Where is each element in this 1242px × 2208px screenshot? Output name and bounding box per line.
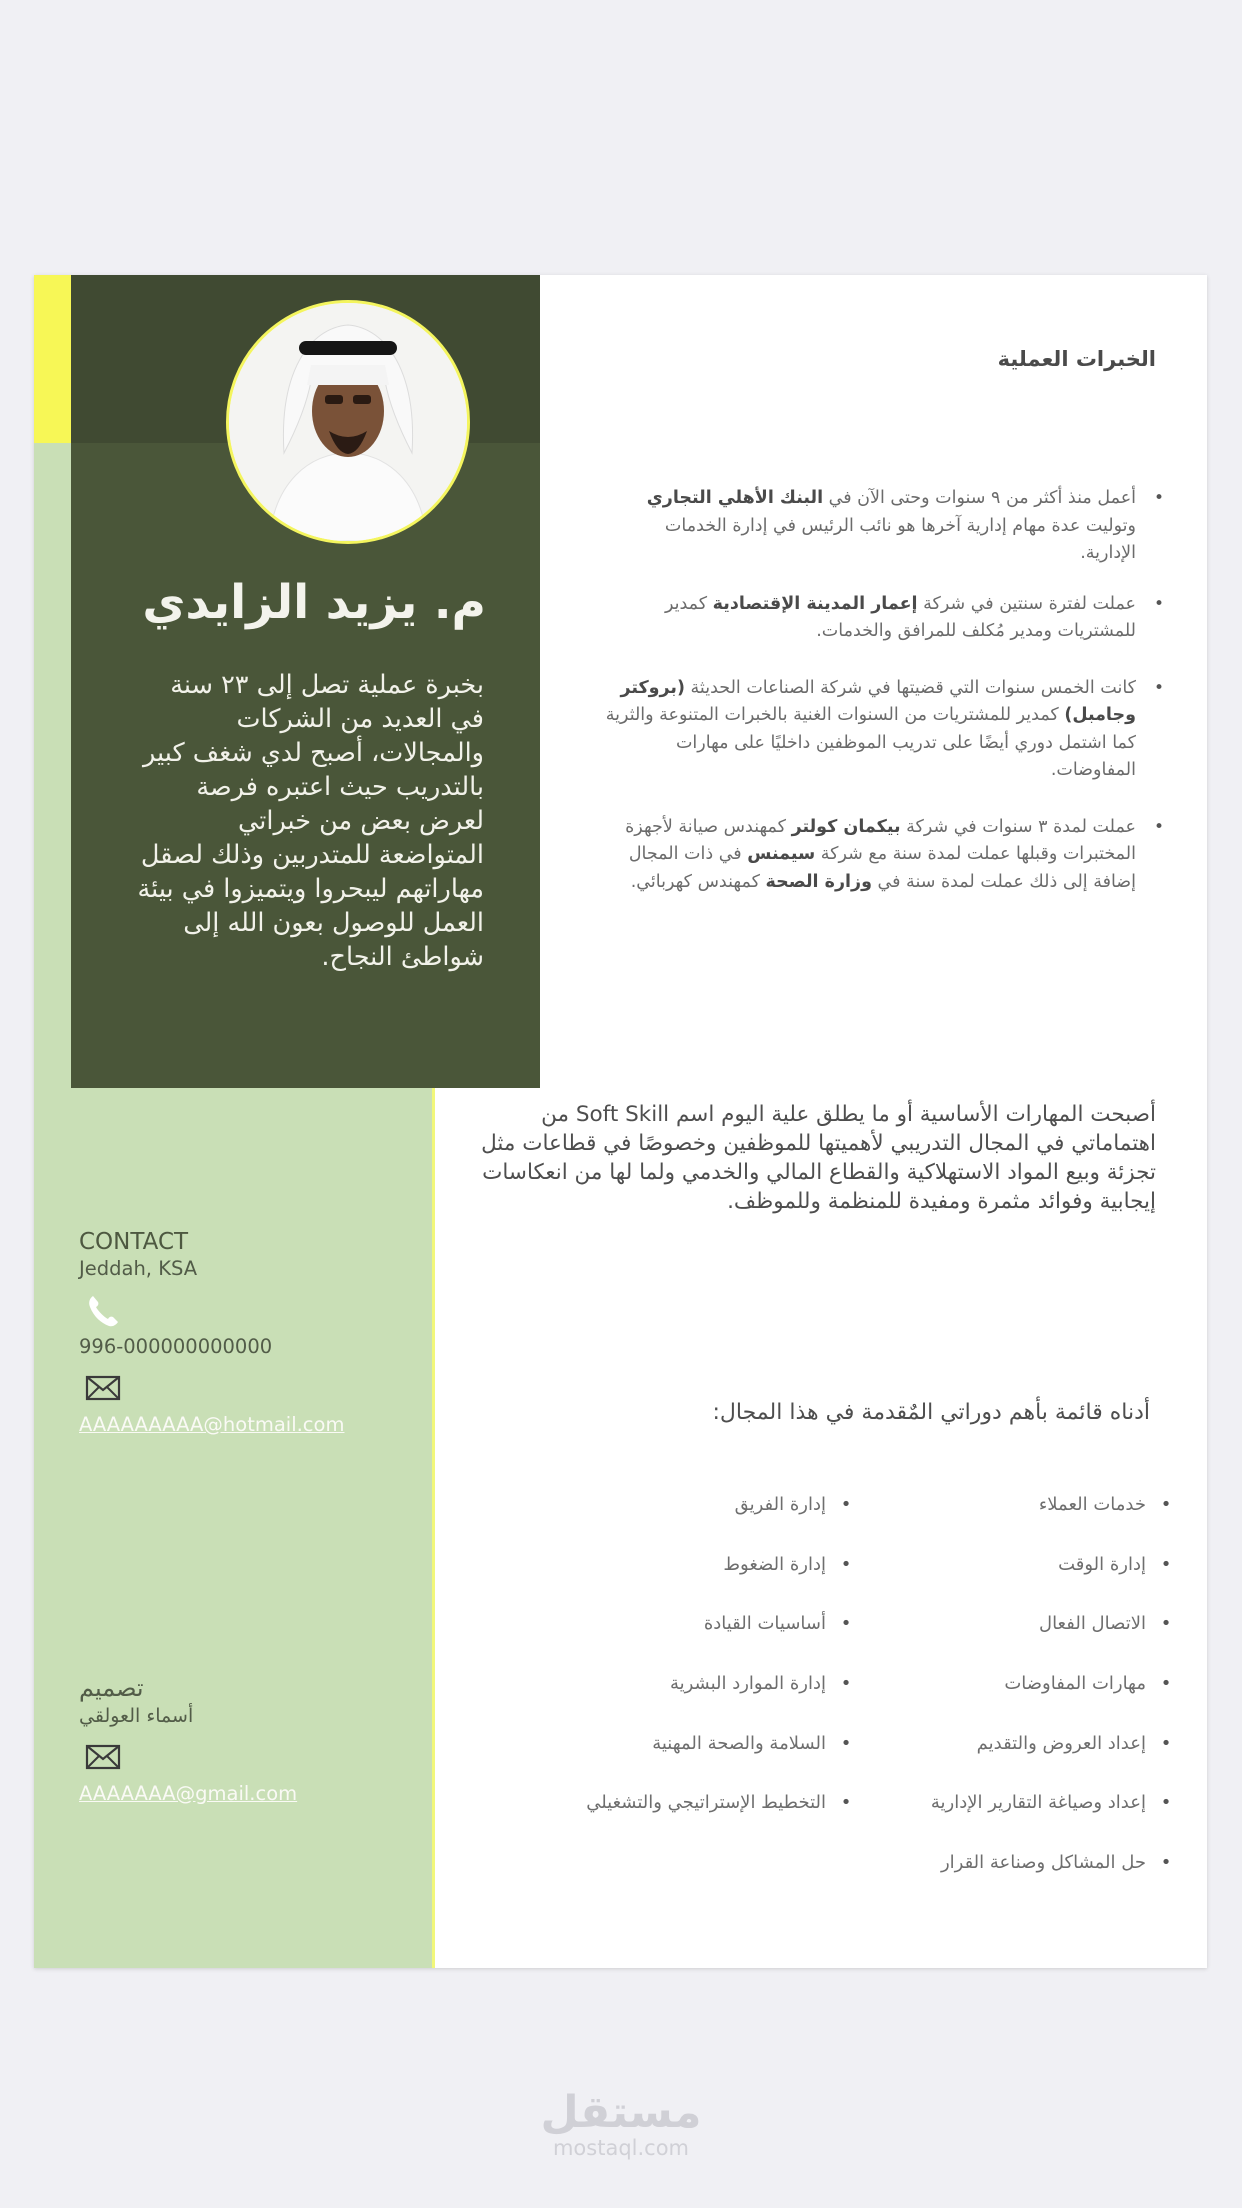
bullet: • xyxy=(1153,816,1164,837)
soft-skills-paragraph: أصبحت المهارات الأساسية أو ما يطلق علية اليوم اسم Soft Skill من اهتماماتي في المجال التدريبي لأهميتها للموظفين وخصوصًا في قطاعات مثل تجزئة وبيع المواد الاستهلاكية والقطاع المالي والخدمي ولما لها من انعكاسات إيجابية وفوائد مثمرة ومفيدة للمنظمة وللموظف. xyxy=(481,1102,1156,1214)
bullet: • xyxy=(1153,593,1164,614)
person-name: م. يزيد الزايدي xyxy=(142,575,486,630)
experience-item: • أعمل منذ أكثر من ٩ سنوات وحتى الآن في البنك الأهلي التجاري وتوليت عدة مهام إدارية آخرها هو نائب الرئيس في إدارة الخدمات الإدارية. xyxy=(604,485,1184,568)
course-item: •حل المشاكل وصناعة القرار xyxy=(940,1852,1172,1873)
course-item: •التخطيط الإستراتيجي والتشغيلي xyxy=(586,1792,852,1813)
course-item: •خدمات العملاء xyxy=(1038,1494,1172,1515)
accent-bar xyxy=(34,275,71,443)
header-panel xyxy=(71,275,540,1088)
course-item: •مهارات المفاوضات xyxy=(1004,1673,1172,1694)
bullet: • xyxy=(1153,488,1164,508)
courses-list xyxy=(484,1490,1186,1873)
location-text: Jeddah, KSA xyxy=(79,1257,198,1280)
course-item: •السلامة والصحة المهنية xyxy=(652,1733,852,1754)
watermark-url: mostaql.com xyxy=(552,2136,690,2160)
watermark xyxy=(521,2087,721,2160)
watermark-arabic: مستقل xyxy=(540,2087,702,2138)
experience-list xyxy=(604,485,1184,925)
course-item: •إدارة الموارد البشرية xyxy=(669,1673,852,1694)
courses-title: أدناه قائمة بأهم دوراتي المٌقدمة في هذا المجال: xyxy=(712,1400,1150,1425)
mail-icon xyxy=(83,1368,123,1408)
resume-page xyxy=(34,275,1207,1968)
bullet: • xyxy=(1153,677,1164,698)
designer-email-link[interactable]: AAAAAAA@gmail.com xyxy=(79,1782,298,1805)
phone-number: 996-000000000000 xyxy=(79,1335,273,1358)
email-link[interactable]: AAAAAAAAA@hotmail.com xyxy=(79,1413,345,1436)
course-item: •الاتصال الفعال xyxy=(1038,1613,1172,1634)
course-item: •إدارة الضغوط xyxy=(723,1554,852,1575)
experience-item: • كانت الخمس سنوات التي قضيتها في شركة الصناعات الحديثة (بروكتر وجامبل) كمدير للمشتريات من السنوات الغنية بالخبرات المتنوعة والثرية كما اشتمل دوري أيضًا على تدريب الموظفين داخليًا على مهارات المفاوضات. xyxy=(604,675,1184,785)
course-item: •إدارة الفريق xyxy=(734,1494,852,1515)
course-item: •إعداد العروض والتقديم xyxy=(976,1733,1172,1754)
mail-icon xyxy=(83,1737,123,1777)
designer-name: أسماء العولقي xyxy=(79,1705,194,1727)
bio-text: بخبرة عملية تصل إلى ٢٣ سنة في العديد من الشركات والمجالات، أصبح لدي شغف كبير بالتدريب حيث اعتبره فرصة لعرض بعض من خبراتي المتواضعة للمتدربين وذلك لصقل مهاراتهم ليبحروا ويتميزوا في بيئة العمل للوصول بعون الله إلى شواطئ النجاح. xyxy=(137,670,484,972)
course-item: •إعداد وصياغة التقارير الإدارية xyxy=(930,1792,1172,1813)
design-title: تصميم xyxy=(79,1674,144,1702)
design-credit xyxy=(79,1673,409,1807)
phone-icon xyxy=(83,1290,123,1330)
experience-item: • عملت لمدة ٣ سنوات في شركة بيكمان كولتر كمهندس صيانة لأجهزة المختبرات وقبلها عملت لمدة سنة مع شركة سيمنس في ذات المجال إضافة إلى ذلك عملت لمدة سنة في وزارة الصحة كمهندس كهربائي. xyxy=(604,814,1184,897)
contact-section xyxy=(79,1228,409,1438)
experience-item: • عملت لفترة سنتين في شركة إعمار المدينة الإقتصادية كمدير للمشتريات ومدير مُكلف للمرافق والخدمات. xyxy=(604,591,1184,646)
profile-photo xyxy=(226,300,470,544)
course-item: •أساسيات القيادة xyxy=(703,1613,852,1634)
contact-title: CONTACT xyxy=(79,1229,189,1255)
experience-title: الخبرات العملية xyxy=(997,347,1156,371)
course-item: •إدارة الوقت xyxy=(1058,1554,1172,1575)
